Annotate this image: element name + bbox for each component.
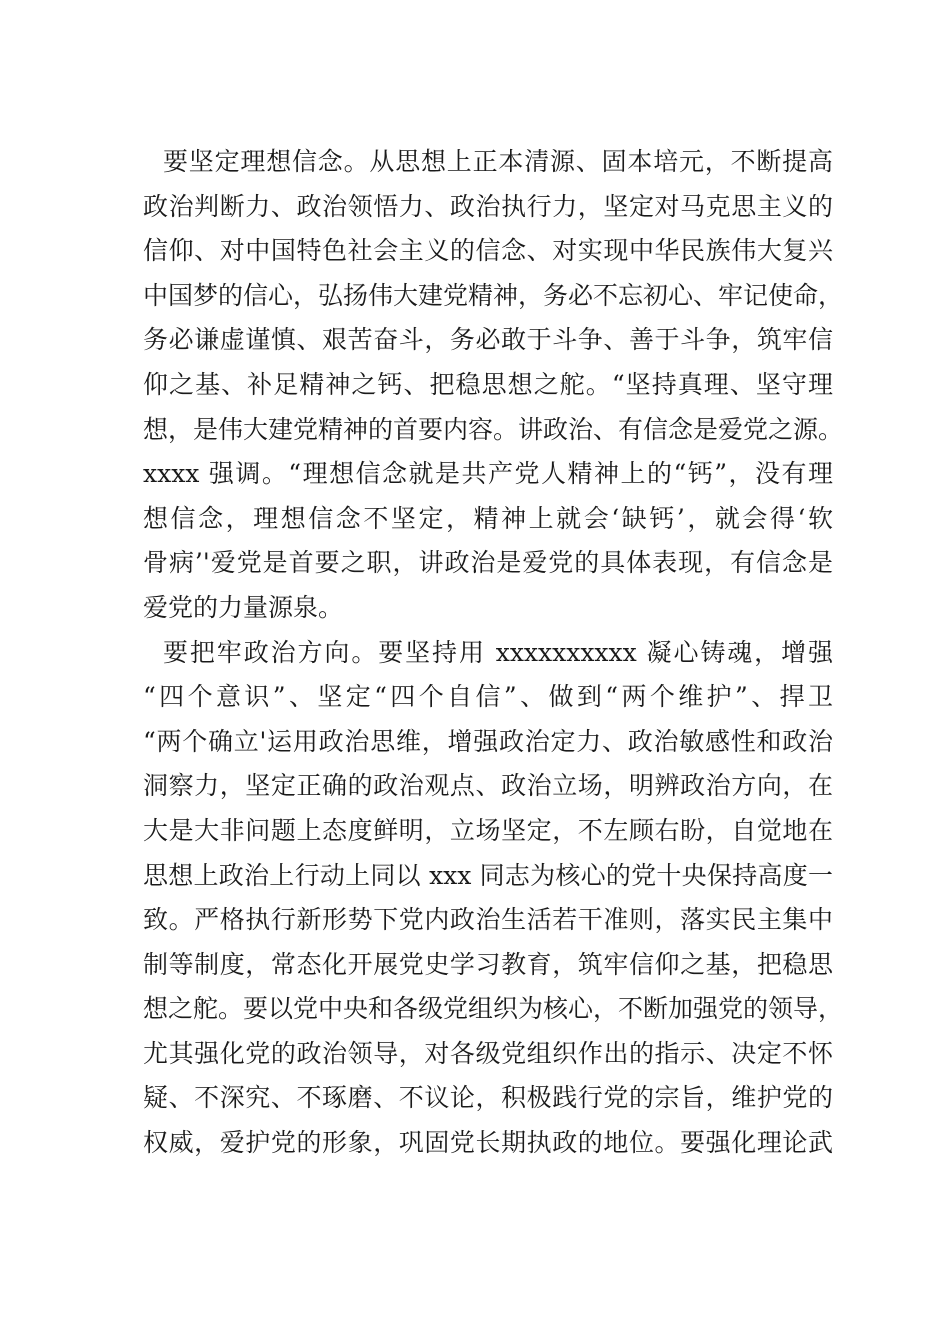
document-body: [143, 140, 844, 1166]
paragraph-line: “四个意识”、坚定“四个自信”、做到“两个维护”、捍卫: [143, 682, 833, 712]
paragraph-line: xxxx 强调。“理想信念就是共产党人精神上的“钙”，没有理: [143, 459, 833, 489]
paragraph-line: 要把牢政治方向。要坚持用 xxxxxxxxxx 凝心铸魂，增强: [163, 637, 833, 667]
paragraph-line: 仰之基、补足精神之钙、把稳思想之舵。“坚持真理、坚守理: [143, 369, 833, 399]
paragraph-line: 务必谦虚谨慎、艰苦奋斗，务必敢于斗争、善于斗争，筑牢信: [143, 325, 833, 355]
paragraph-line: 思想上政治上行动上同以 xxx 同志为核心的党十央保持高度一: [143, 860, 833, 890]
paragraph-line: 爱党的力量源泉。: [143, 592, 344, 622]
paragraph-line: 信仰、对中国特色社会主义的信念、对实现中华民族伟大复兴: [143, 236, 833, 266]
paragraph-line: 尤其强化党的政治领导，对各级党组织作出的指示、决定不怀: [143, 1038, 833, 1068]
paragraph-line: 政治判断力、政治领悟力、政治执行力，坚定对马克思主义的: [143, 191, 833, 221]
paragraph-line: 大是大非问题上态度鲜明，立场坚定，不左顾右盼，自觉地在: [143, 815, 833, 845]
paragraph-line: 中国梦的信心，弘扬伟大建党精神，务必不忘初心、牢记使命，: [143, 280, 844, 310]
paragraph-line: 权威，爱护党的形象，巩固党长期执政的地位。要强化理论武: [143, 1128, 833, 1158]
paragraph-line: “两个确立'运用政治思维，增强政治定力、政治敏感性和政治: [143, 726, 833, 756]
paragraph-line: 想，是伟大建党精神的首要内容。讲政治、有信念是爱党之源。: [143, 414, 844, 444]
paragraph-line: 洞察力，坚定正确的政治观点、政治立场，明辨政治方向，在: [143, 771, 833, 801]
paragraph-line: 想之舵。要以党中央和各级党组织为核心，不断加强党的领导，: [143, 994, 844, 1024]
paragraph-line: 制等制度，常态化开展党史学习教育，筑牢信仰之基，把稳思: [143, 949, 833, 979]
paragraph-line: 想信念，理想信念不坚定，精神上就会‘缺钙’，就会得‘软: [143, 503, 833, 533]
paragraph-line: 骨病’'爱党是首要之职，讲政治是爱党的具体表现，有信念是: [143, 548, 833, 578]
paragraph-line: 致。严格执行新形势下党内政治生活若干准则，落实民主集中: [143, 905, 833, 935]
paragraph-line: 疑、不深究、不琢磨、不议论，积极践行党的宗旨，维护党的: [143, 1083, 833, 1113]
paragraph-line: 要坚定理想信念。从思想上正本清源、固本培元，不断提高: [163, 147, 833, 176]
paragraph-2: [143, 631, 844, 1166]
paragraph-1: [143, 140, 844, 631]
